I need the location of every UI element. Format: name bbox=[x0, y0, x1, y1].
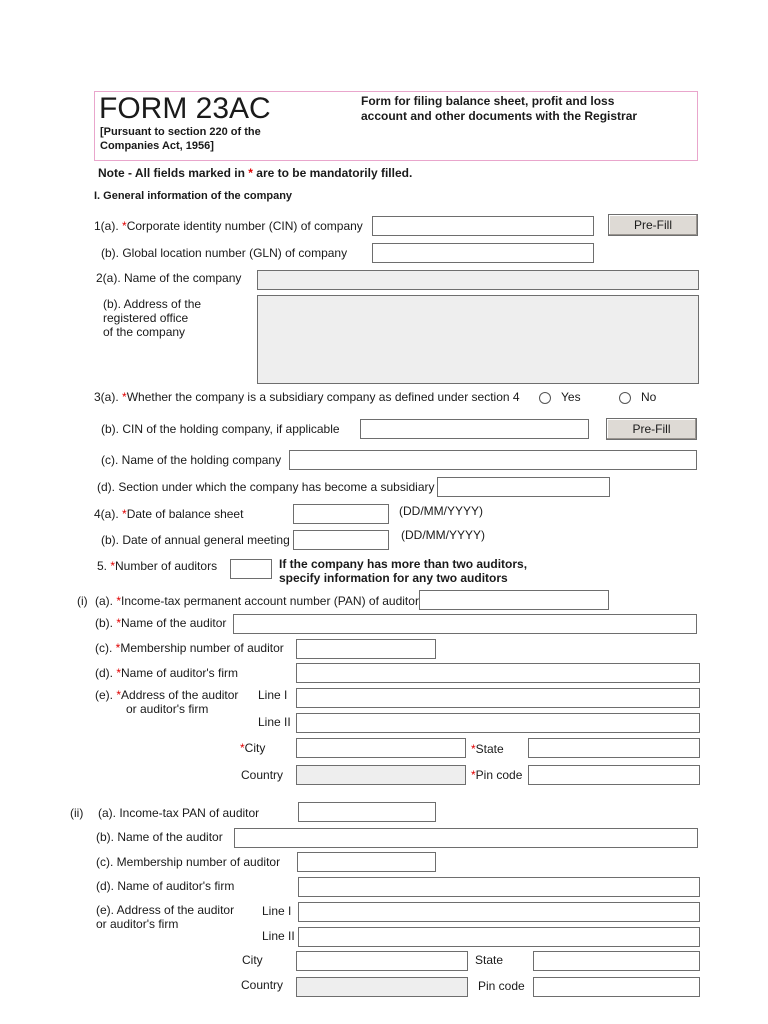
company-address-label: (b). Address of the registered office of the company bbox=[103, 297, 202, 339]
bs-date-number: 4(a). bbox=[94, 507, 123, 521]
auditor2-index: (ii) bbox=[70, 806, 84, 820]
subsidiary-number: 3(a). bbox=[94, 390, 123, 404]
bs-date-format: (DD/MM/YYYY) bbox=[399, 504, 483, 518]
auditor1-address-label-line2: or auditor's firm bbox=[126, 702, 209, 716]
holding-prefill-button[interactable]: Pre-Fill bbox=[606, 418, 697, 440]
auditor1-city-text: City bbox=[244, 741, 266, 755]
num-auditors-input[interactable] bbox=[230, 559, 272, 579]
auditor1-firm-label bbox=[95, 666, 238, 680]
auditor1-state-input[interactable] bbox=[528, 738, 700, 758]
required-star: * bbox=[122, 507, 127, 521]
auditor2-line2-label: Line II bbox=[262, 929, 295, 943]
required-star: * bbox=[116, 616, 122, 630]
auditor1-state-label bbox=[471, 742, 504, 756]
agm-date-input[interactable] bbox=[293, 530, 389, 550]
auditor1-line2-label: Line II bbox=[258, 715, 291, 729]
auditor2-firm-label: (d). Name of auditor's firm bbox=[96, 879, 235, 893]
mandatory-note bbox=[98, 166, 412, 180]
subsidiary-label bbox=[94, 390, 520, 404]
auditor2-name-input[interactable] bbox=[234, 828, 698, 848]
bs-date-text: Date of balance sheet bbox=[126, 507, 244, 521]
auditor2-country-input[interactable] bbox=[296, 977, 468, 997]
required-star: * bbox=[471, 768, 476, 782]
auditor1-pan-prefix: (a). bbox=[95, 594, 117, 608]
auditor1-index: (i) bbox=[77, 594, 88, 608]
num-auditors-number: 5. bbox=[97, 559, 111, 573]
form-subtitle: [Pursuant to section 220 of the Companies Act, 1956] bbox=[100, 126, 261, 152]
auditor2-line1-label: Line I bbox=[262, 904, 292, 918]
auditor2-line2-input[interactable] bbox=[298, 927, 700, 947]
holding-name-label: (c). Name of the holding company bbox=[101, 453, 282, 467]
num-auditors-text: Number of auditors bbox=[115, 559, 218, 573]
gln-label: (b). Global location number (GLN) of company bbox=[101, 246, 348, 260]
holding-cin-input[interactable] bbox=[360, 419, 589, 439]
bs-date-input[interactable] bbox=[293, 504, 389, 524]
required-star: * bbox=[122, 390, 127, 404]
cin-label bbox=[94, 219, 363, 233]
auditor1-membership-label bbox=[95, 641, 284, 655]
company-address-input[interactable] bbox=[257, 295, 699, 384]
note-star: * bbox=[248, 166, 253, 180]
auditor1-address-text: Address of the auditor bbox=[121, 688, 239, 702]
subsidiary-text: Whether the company is a subsidiary company as defined under section 4 bbox=[126, 390, 520, 404]
auditor2-address-label: (e). Address of the auditor or auditor's firm bbox=[96, 903, 235, 931]
auditor1-pan-input[interactable] bbox=[419, 590, 609, 610]
auditor2-pan-label: (a). Income-tax PAN of auditor bbox=[98, 806, 260, 820]
subsidiary-no-label: No bbox=[641, 390, 657, 404]
form-description: Form for filing balance sheet, profit and loss account and other documents with the Registrar bbox=[361, 94, 638, 123]
section-heading: I. General information of the company bbox=[94, 190, 293, 202]
auditor2-pincode-label: Pin code bbox=[478, 979, 525, 993]
required-star: * bbox=[116, 666, 122, 680]
auditor1-country-label: Country bbox=[241, 768, 284, 782]
auditor2-state-label: State bbox=[475, 953, 504, 967]
required-star: * bbox=[122, 219, 127, 233]
subsidiary-yes-radio[interactable] bbox=[539, 392, 551, 404]
auditor2-city-input[interactable] bbox=[296, 951, 468, 971]
auditor1-country-input[interactable] bbox=[296, 765, 466, 785]
auditor1-name-label bbox=[95, 616, 226, 630]
auditor1-city-input[interactable] bbox=[296, 738, 466, 758]
auditor1-name-prefix: (b). bbox=[95, 616, 117, 630]
required-star: * bbox=[116, 688, 122, 702]
auditor-note: If the company has more than two auditors, specify information for any two auditors bbox=[279, 557, 528, 585]
subsidiary-section-input[interactable] bbox=[437, 477, 610, 497]
auditor1-name-text: Name of the auditor bbox=[121, 616, 227, 630]
auditor1-firm-text: Name of auditor's firm bbox=[121, 666, 239, 680]
cin-input[interactable] bbox=[372, 216, 594, 236]
auditor2-pan-input[interactable] bbox=[298, 802, 436, 822]
note-suffix: are to be mandatorily filled. bbox=[252, 166, 413, 180]
bs-date-label bbox=[94, 507, 243, 521]
auditor1-membership-text: Membership number of auditor bbox=[120, 641, 284, 655]
num-auditors-label bbox=[97, 559, 217, 573]
prefill-button[interactable]: Pre-Fill bbox=[608, 214, 698, 236]
auditor2-city-label: City bbox=[242, 953, 263, 967]
form-title: FORM 23AC bbox=[99, 92, 271, 125]
auditor1-pan-text: Income-tax permanent account number (PAN) of auditor bbox=[121, 594, 419, 608]
auditor1-state-text: State bbox=[475, 742, 504, 756]
gln-input[interactable] bbox=[372, 243, 594, 263]
company-name-input[interactable] bbox=[257, 270, 699, 290]
required-star: * bbox=[110, 559, 116, 573]
auditor2-pincode-input[interactable] bbox=[533, 977, 700, 997]
auditor1-pan-label bbox=[95, 594, 419, 608]
auditor1-line1-input[interactable] bbox=[296, 688, 700, 708]
auditor1-membership-prefix: (c). bbox=[95, 641, 116, 655]
note-prefix: Note - All fields marked in bbox=[98, 166, 249, 180]
auditor2-firm-input[interactable] bbox=[298, 877, 700, 897]
cin-text: Corporate identity number (CIN) of company bbox=[126, 219, 363, 233]
auditor1-pincode-input[interactable] bbox=[528, 765, 700, 785]
auditor2-state-input[interactable] bbox=[533, 951, 700, 971]
agm-date-format: (DD/MM/YYYY) bbox=[401, 528, 485, 542]
auditor1-city-label bbox=[240, 741, 265, 755]
auditor2-membership-input[interactable] bbox=[297, 852, 436, 872]
auditor2-membership-label: (c). Membership number of auditor bbox=[96, 855, 281, 869]
auditor1-line1-label: Line I bbox=[258, 688, 288, 702]
required-star: * bbox=[471, 742, 476, 756]
holding-cin-label: (b). CIN of the holding company, if applicable bbox=[101, 422, 340, 436]
auditor1-address-prefix: (e). bbox=[95, 688, 117, 702]
auditor1-membership-input[interactable] bbox=[296, 639, 436, 659]
auditor1-line2-input[interactable] bbox=[296, 713, 700, 733]
auditor1-firm-prefix: (d). bbox=[95, 666, 117, 680]
auditor2-name-label: (b). Name of the auditor bbox=[96, 830, 223, 844]
required-star: * bbox=[116, 594, 122, 608]
subsidiary-no-radio[interactable] bbox=[619, 392, 631, 404]
auditor1-pincode-text: Pin code bbox=[475, 768, 523, 782]
subsidiary-yes-label: Yes bbox=[561, 390, 581, 404]
auditor1-pincode-label bbox=[471, 768, 522, 782]
required-star: * bbox=[240, 741, 245, 755]
subsidiary-section-label: (d). Section under which the company has become a subsidiary bbox=[97, 480, 435, 494]
holding-name-input[interactable] bbox=[289, 450, 697, 470]
auditor1-firm-input[interactable] bbox=[296, 663, 700, 683]
auditor2-country-label: Country bbox=[241, 978, 284, 992]
agm-date-label: (b). Date of annual general meeting bbox=[101, 533, 290, 547]
required-star: * bbox=[115, 641, 121, 655]
cin-number: 1(a). bbox=[94, 219, 123, 233]
auditor2-line1-input[interactable] bbox=[298, 902, 700, 922]
auditor1-address-label bbox=[95, 688, 238, 702]
company-name-label: 2(a). Name of the company bbox=[96, 271, 242, 285]
auditor1-name-input[interactable] bbox=[233, 614, 697, 634]
